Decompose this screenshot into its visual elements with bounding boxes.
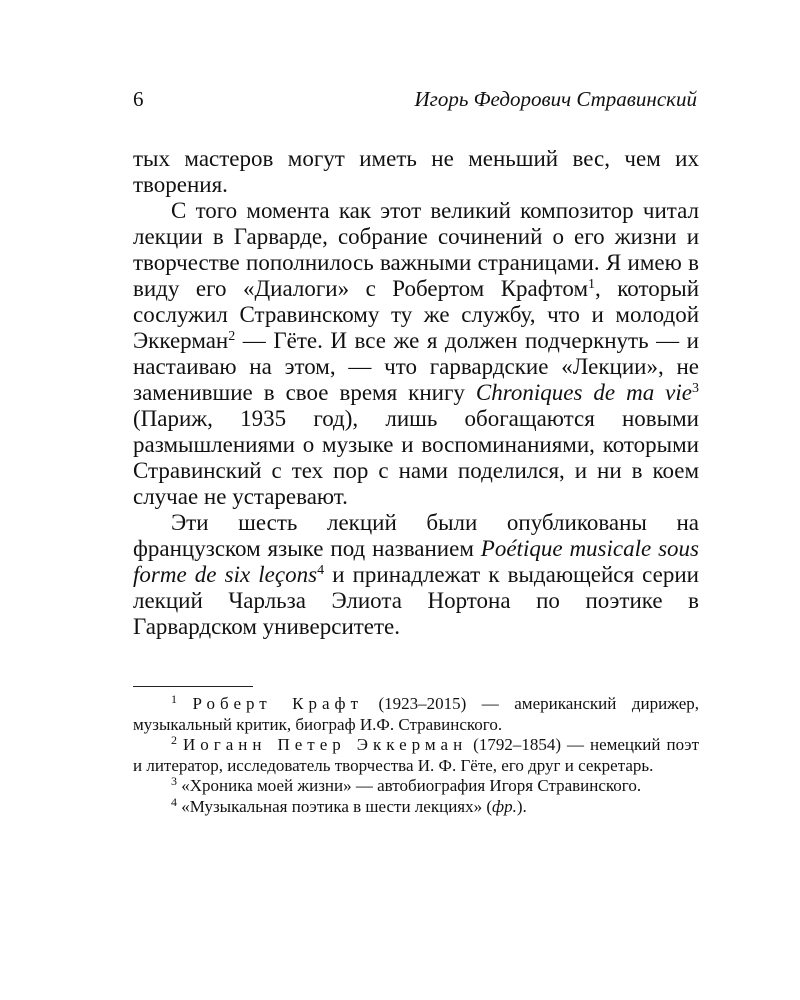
footnote-text: (1792–1854) — немецкий поэт и литератор, исследователь творчества И. Ф. Гёте, его друг и секретарь. xyxy=(133,735,699,775)
paragraph-2 xyxy=(133,198,699,510)
paragraph-3-text-a: Эти шесть лекций были опубликованы на французском языке под названием xyxy=(133,510,699,561)
footnote-number: 3 xyxy=(171,774,177,788)
footnote-4 xyxy=(133,794,699,818)
footnote-abbreviation: фр. xyxy=(492,796,517,816)
footnotes xyxy=(133,694,699,817)
footnote-divider xyxy=(133,686,253,687)
footnote-person-name: Роберт Крафт xyxy=(192,694,363,713)
footnote-person-name: Иоганн Петер Эккерман xyxy=(183,735,468,754)
footnote-2 xyxy=(133,735,699,776)
footnote-ref-4[interactable]: 4 xyxy=(317,563,325,578)
page-number: 6 xyxy=(133,87,144,111)
footnote-ref-3[interactable]: 3 xyxy=(692,381,699,396)
paragraph-2-text-b: , который сослужил Стравинскому ту же службу, что и молодой Эккерман xyxy=(133,276,700,353)
footnote-text: «Музыкальная поэтика в шести лекциях» ( xyxy=(181,796,493,816)
footnote-number: 4 xyxy=(171,794,177,809)
footnote-3 xyxy=(133,776,699,797)
running-title: Игорь Федорович Стравинский xyxy=(414,87,697,111)
footnote-number: 1 xyxy=(171,692,177,706)
footnote-ref-1[interactable]: 1 xyxy=(588,277,596,292)
footnote-ref-2[interactable]: 2 xyxy=(228,329,236,344)
paragraph-3 xyxy=(133,510,699,640)
paragraph-2-text-a: С того момента как этот великий композитор читал лекции в Гарварде, собрание сочинений о его жизни и творчестве пополнилось важными страницами. Я имею в виду его «Диалоги» с Робертом Крафтом xyxy=(133,198,699,301)
paragraph-3-text-b: и принадлежат к выдающейся серии лекций Чарльза Элиота Нортона по поэтике в Гарвардском университете. xyxy=(133,562,699,639)
paragraph-2-text-c: — Гёте. И все же я должен подчеркнуть — и настаиваю на этом, — что гарвардские «Лекции», не заменившие в свое время книгу xyxy=(133,328,699,405)
book-title-poetique: Poétique musicale sous forme de six leçons xyxy=(133,536,700,587)
footnote-text: «Хроника моей жизни» — автобиография Игоря Стравинского. xyxy=(181,776,642,795)
footnote-text-end: ). xyxy=(516,796,527,816)
main-text xyxy=(133,146,699,640)
paragraph-1: тых мастеров могут иметь не меньший вес, чем их творения. xyxy=(133,146,699,197)
book-title-chroniques: Chroniques de ma vie xyxy=(475,380,692,405)
footnote-1 xyxy=(133,694,699,735)
footnote-text: (1923–2015) — американский дирижер, музыкальный критик, биограф И.Ф. Стравинского. xyxy=(133,694,699,734)
footnote-number: 2 xyxy=(171,733,177,747)
paragraph-2-text-d: (Париж, 1935 год), лишь обогащаются новыми размышлениями о музыке и воспоминаниями, которыми Стравинский с тех пор с нами поделился, и ни в коем случае не устаревают. xyxy=(133,406,699,509)
